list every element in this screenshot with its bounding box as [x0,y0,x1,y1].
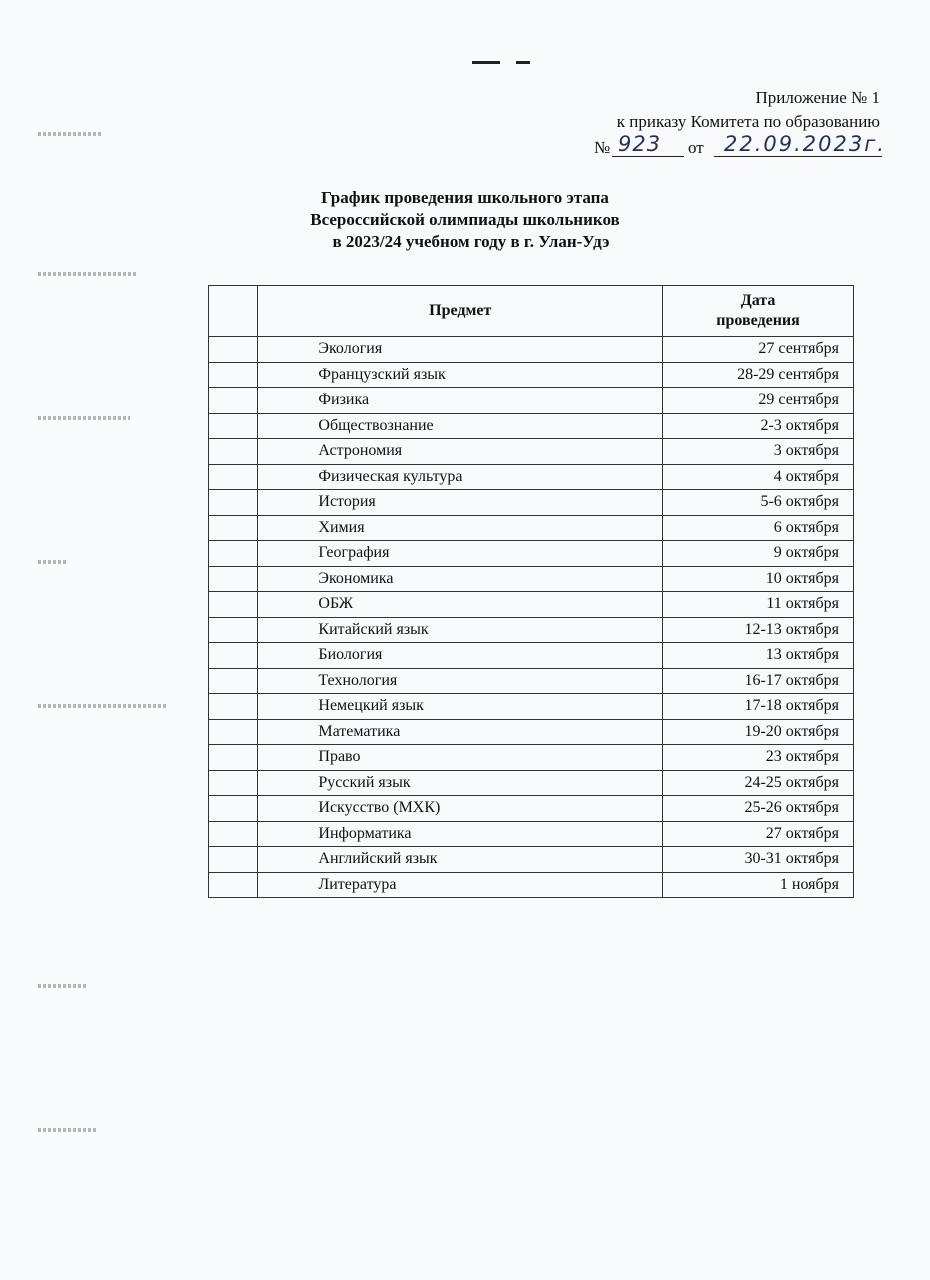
row-number [209,745,258,771]
row-number [209,796,258,822]
table-row [209,643,854,669]
row-date: 29 сентября [663,388,854,414]
appendix-label: Приложение № 1 [755,88,880,107]
from-label: от [688,138,704,157]
row-number [209,464,258,490]
row-date: 5-6 октября [663,490,854,516]
header-number [209,286,258,337]
header-date [663,286,854,337]
row-subject: Информатика [258,821,663,847]
table-row [209,821,854,847]
table-row [209,796,854,822]
row-subject: Право [258,745,663,771]
row-subject: Математика [258,719,663,745]
table-row [209,515,854,541]
table-row [209,694,854,720]
row-subject: Экология [258,337,663,363]
row-number [209,413,258,439]
schedule-table [208,285,854,898]
row-subject: Физическая культура [258,464,663,490]
row-number [209,388,258,414]
row-date: 1 ноября [663,872,854,898]
row-date: 12-13 октября [663,617,854,643]
row-subject: Китайский язык [258,617,663,643]
row-subject: Обществознание [258,413,663,439]
row-date: 3 октября [663,439,854,465]
row-subject: Немецкий язык [258,694,663,720]
row-date: 24-25 октября [663,770,854,796]
row-subject: Физика [258,388,663,414]
row-number [209,490,258,516]
row-date: 28-29 сентября [663,362,854,388]
row-number [209,362,258,388]
header-date-line-2: проведения [716,312,800,329]
row-subject: Литература [258,872,663,898]
handwritten-order-date: 22.09.2023г. [724,132,886,156]
row-date: 10 октября [663,566,854,592]
row-number [209,337,258,363]
row-number [209,439,258,465]
table-row [209,847,854,873]
table-row [209,668,854,694]
table-row [209,566,854,592]
row-date: 30-31 октября [663,847,854,873]
table-row [209,592,854,618]
row-number [209,847,258,873]
header-subject: Предмет [258,286,663,337]
table-row [209,439,854,465]
row-subject: Искусство (МХК) [258,796,663,822]
table-row [209,337,854,363]
table-row [209,464,854,490]
row-number [209,821,258,847]
row-date: 27 сентября [663,337,854,363]
row-number [209,566,258,592]
row-number [209,694,258,720]
row-subject: ОБЖ [258,592,663,618]
row-date: 27 октября [663,821,854,847]
row-date: 17-18 октября [663,694,854,720]
row-subject: История [258,490,663,516]
table-row [209,719,854,745]
row-subject: Биология [258,643,663,669]
table-row [209,541,854,567]
row-subject: Французский язык [258,362,663,388]
number-underline [612,156,684,157]
row-date: 25-26 октября [663,796,854,822]
order-number-line [594,134,894,162]
row-subject: Экономика [258,566,663,592]
table-row [209,617,854,643]
row-number [209,668,258,694]
row-number [209,592,258,618]
scan-dash-marks [472,61,532,64]
row-date: 9 октября [663,541,854,567]
table-row [209,745,854,771]
row-number [209,515,258,541]
row-date: 6 октября [663,515,854,541]
row-number [209,541,258,567]
row-number [209,617,258,643]
date-underline [714,156,882,157]
row-subject: Химия [258,515,663,541]
title-line-3: в 2023/24 учебном году в г. Улан-Удэ [332,232,610,251]
row-subject: Технология [258,668,663,694]
title-line-2: Всероссийской олимпиады школьников [310,210,620,229]
handwritten-order-number: 923 [618,132,662,156]
row-date: 19-20 октября [663,719,854,745]
row-number [209,872,258,898]
row-date: 2-3 октября [663,413,854,439]
table-row [209,413,854,439]
order-reference: к приказу Комитета по образованию [616,112,880,131]
table-row [209,388,854,414]
row-subject: Астрономия [258,439,663,465]
row-date: 13 октября [663,643,854,669]
table-row [209,362,854,388]
row-date: 4 октября [663,464,854,490]
row-subject: География [258,541,663,567]
row-date: 16-17 октября [663,668,854,694]
row-date: 11 октября [663,592,854,618]
number-label: № [594,138,611,157]
row-subject: Английский язык [258,847,663,873]
table-row [209,490,854,516]
appendix-header [617,86,880,134]
row-number [209,770,258,796]
table-header-row [209,286,854,337]
row-number [209,643,258,669]
table-body [209,337,854,898]
title-line-1: График проведения школьного этапа [321,188,609,207]
header-date-line-1: Дата [740,292,776,309]
document-title [0,187,930,253]
row-subject: Русский язык [258,770,663,796]
row-date: 23 октября [663,745,854,771]
table-row [209,872,854,898]
table-row [209,770,854,796]
row-number [209,719,258,745]
